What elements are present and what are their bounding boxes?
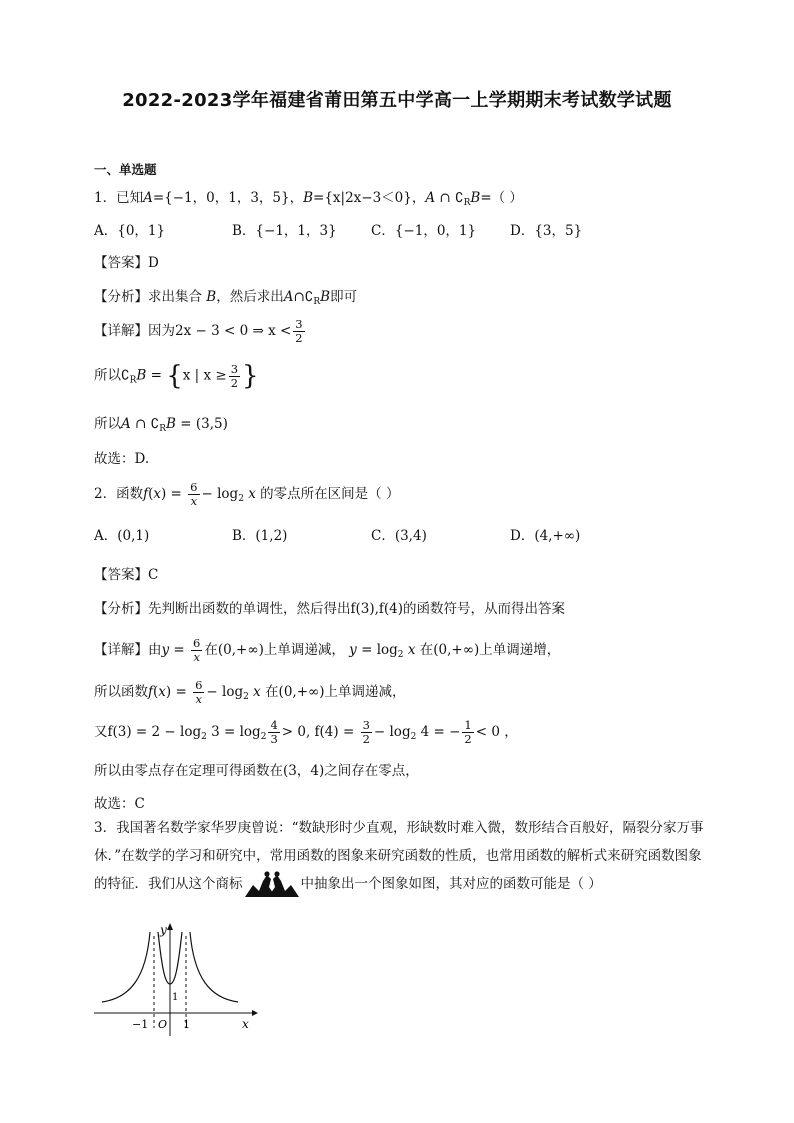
q2-detail-3: 又$f(3) = 2 - \log_2 3 = \log_2$ $\frac{4}{3}$ > 0, f(4) = $\frac{3}{2}$ − $\log_2 4$ = − $\frac{1}{2}$ < 0 ， xyxy=(94,718,518,746)
curve-left xyxy=(102,932,150,1002)
section-heading: 一、单选题 xyxy=(94,162,157,177)
y-axis-label: y xyxy=(160,923,167,937)
q3-stem: 3．我国著名数学家华罗庚曾说：“数缺形时少直观，形缺数时难入微，数形结合百般好，隔裂分家万事休．”在数学的学习和研究中，常用函数的图象来研究函数的性质，也常用函数的解析式来研究函数图象的特征．我们从这个商标 中抽象出一个图象如图，其对应的函数可能是（ ） xyxy=(94,814,704,899)
x-axis-label: x xyxy=(242,1017,249,1031)
q2-option-c: C．(3,4) xyxy=(371,528,427,544)
trademark-logo-icon xyxy=(243,871,301,899)
q1-option-b: B．{−1，1，3} xyxy=(232,223,337,239)
tick-neg1-label: −1 xyxy=(132,1018,149,1031)
q2-detail-2: 所以函数f(x) = $\frac{6}{x}$ − $\log_2 x$ 在(0,+∞)上单调递减， xyxy=(94,678,406,706)
q2-stem: 2．函数f(x) = $\frac{6}{x}$ − $\log_2 x$ 的零点所在区间是（ ） xyxy=(94,480,400,508)
q1-stem: 1．已知A={−1，0，1，3，5}，B={x|2x−3＜0}，A ∩ $∁_RB=$（ ） xyxy=(94,190,523,208)
tick-1-label: 1 xyxy=(183,1018,190,1031)
q1-intersection: 所以A ∩ $∁_RB = (3,5)$ xyxy=(94,416,228,434)
q2-detail-1: 【详解】由y = $\frac{6}{x}$ 在(0,+∞)上单调递减， $y = \log_2 x$ 在(0,+∞)上单调递增， xyxy=(94,636,561,664)
curve-right xyxy=(190,932,238,1002)
origin-label: O xyxy=(158,1018,168,1031)
function-graph xyxy=(92,918,262,1038)
q1-option-d: D．{3，5} xyxy=(510,223,583,239)
page-title: 2022-2023学年福建省莆田第五中学高一上学期期末考试数学试题 xyxy=(122,90,672,111)
y-axis-arrow xyxy=(167,923,173,930)
x-axis-arrow xyxy=(252,1010,258,1016)
q2-choice: 故选：C xyxy=(94,796,145,812)
q2-option-a: A．(0,1) xyxy=(94,528,150,544)
q2-option-b: B．(1,2) xyxy=(232,528,288,544)
q2-analysis: 【分析】先判断出函数的单调性，然后得出f(3),f(4)的函数符号，从而得出答案 xyxy=(94,601,566,617)
q1-choice: 故选：D. xyxy=(94,451,150,467)
q2-detail-4: 所以由零点存在定理可得函数在(3，4)之间存在零点， xyxy=(94,763,419,779)
q2-answer: 【答案】C xyxy=(94,567,159,583)
q1-option-c: C．{−1，0，1} xyxy=(371,223,477,239)
q2-option-d: D．(4,+∞) xyxy=(510,528,581,544)
tick-y1-label: 1 xyxy=(172,992,179,1003)
q1-answer: 【答案】D xyxy=(94,255,159,271)
q1-detail: 【详解】因为2x − 3 < 0 ⇒ x < $\frac{3}{2}$ xyxy=(94,317,303,345)
q1-option-a: A．{0，1} xyxy=(94,223,166,239)
q1-analysis: 【分析】求出集合 B，然后求出$A\cap∁_RB$即可 xyxy=(94,289,358,307)
q1-complement: 所以$∁_RB = \{x$ | x ≥ $\frac{3}{2}$ } xyxy=(94,361,259,391)
